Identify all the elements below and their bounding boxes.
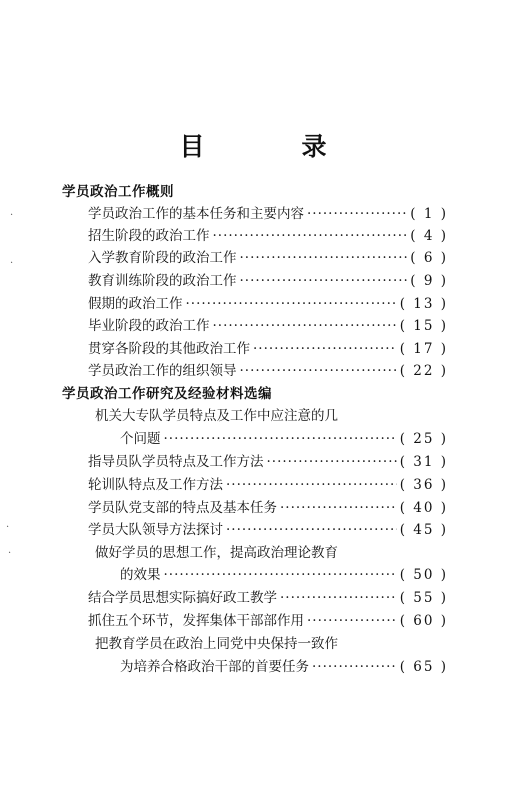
- leader-dots: [164, 567, 397, 583]
- leader-dots: [213, 318, 397, 334]
- entry-title: 轮训队特点及工作方法: [88, 477, 223, 493]
- entry-title: 贯穿各阶段的其他政治工作: [88, 341, 250, 357]
- toc-entry[interactable]: [88, 224, 448, 244]
- toc-entry[interactable]: [88, 269, 448, 289]
- entry-title-line1: 把教育学员在政治上同党中央保持一致作: [95, 636, 338, 652]
- page-number: ( 50 ): [399, 567, 448, 583]
- entry-title: 招生阶段的政治工作: [88, 228, 210, 244]
- leader-dots: [226, 477, 397, 493]
- page-number: ( 1 ): [410, 206, 448, 222]
- entry-title: 入学教育阶段的政治工作: [88, 250, 237, 266]
- page-number: ( 25 ): [399, 431, 448, 447]
- leader-dots: [307, 206, 407, 222]
- entry-title: 抓住五个环节，发挥集体干部部作用: [88, 613, 304, 629]
- toc-entry[interactable]: [88, 292, 448, 312]
- entry-title: 学员大队领导方法探讨: [88, 522, 223, 538]
- entry-title: 学员队党支部的特点及基本任务: [88, 500, 277, 516]
- entry-title: 假期的政治工作: [88, 296, 183, 312]
- entry-title: 学员政治工作的组织领导: [88, 363, 237, 379]
- entry-title: 学员政治工作的基本任务和主要内容: [88, 206, 304, 222]
- toc-entry[interactable]: [88, 337, 448, 357]
- toc-entry[interactable]: [88, 609, 448, 629]
- leader-dots: [240, 273, 408, 289]
- scan-speck: ·: [10, 210, 14, 221]
- entry-title: 个问题: [120, 431, 161, 447]
- leader-dots: [280, 500, 397, 516]
- page-number: ( 17 ): [399, 341, 448, 357]
- leader-dots: [280, 590, 397, 606]
- toc-entry[interactable]: [120, 563, 448, 583]
- entry-title-line1: 做好学员的思想工作，提高政治理论教育: [95, 545, 338, 561]
- leader-dots: [164, 431, 397, 447]
- toc-entry[interactable]: [88, 246, 448, 266]
- leader-dots: [186, 296, 397, 312]
- entry-title: 指导员队学员特点及工作方法: [88, 454, 264, 470]
- leader-dots: [312, 659, 397, 675]
- toc-entry[interactable]: [88, 314, 448, 334]
- page-number: ( 6 ): [410, 250, 448, 266]
- leader-dots: [240, 363, 397, 379]
- leader-dots: [226, 522, 397, 538]
- leader-dots: [307, 613, 397, 629]
- toc-entry[interactable]: [88, 202, 448, 222]
- toc-entry[interactable]: [88, 518, 448, 538]
- entry-title: 毕业阶段的政治工作: [88, 318, 210, 334]
- page-number: ( 36 ): [399, 477, 448, 493]
- toc-entry[interactable]: [88, 450, 448, 470]
- page-number: ( 45 ): [399, 522, 448, 538]
- leader-dots: [253, 341, 397, 357]
- section-heading-2: 学员政治工作研究及经验材料选编: [62, 386, 272, 402]
- toc-entry[interactable]: [120, 655, 448, 675]
- entry-title: 为培养合格政治干部的首要任务: [120, 659, 309, 675]
- page-number: ( 13 ): [399, 296, 448, 312]
- toc-entry[interactable]: [120, 427, 448, 447]
- page-number: ( 4 ): [410, 228, 448, 244]
- toc-entry[interactable]: [88, 473, 448, 493]
- entry-title: 的效果: [120, 567, 161, 583]
- toc-entry[interactable]: [88, 359, 448, 379]
- page-number: ( 31 ): [399, 454, 448, 470]
- scan-speck: ·: [6, 522, 10, 533]
- page-number: ( 65 ): [399, 659, 448, 675]
- section-heading-1: 学员政治工作概则: [62, 184, 174, 200]
- page-title: 目 录: [179, 132, 363, 161]
- scan-speck: ·: [8, 548, 12, 559]
- scan-speck: ·: [10, 258, 14, 269]
- toc-entry[interactable]: [88, 496, 448, 516]
- page-number: ( 40 ): [399, 500, 448, 516]
- leader-dots: [240, 250, 408, 266]
- page-number: ( 15 ): [399, 318, 448, 334]
- leader-dots: [213, 228, 408, 244]
- page-number: ( 22 ): [399, 363, 448, 379]
- page-number: ( 60 ): [399, 613, 448, 629]
- toc-entry[interactable]: [88, 586, 448, 606]
- page-number: ( 55 ): [399, 590, 448, 606]
- entry-title: 教育训练阶段的政治工作: [88, 273, 237, 289]
- entry-title-line1: 机关大专队学员特点及工作中应注意的几: [95, 408, 338, 424]
- page-number: ( 9 ): [410, 273, 448, 289]
- entry-title: 结合学员思想实际搞好政工教学: [88, 590, 277, 606]
- leader-dots: [267, 454, 397, 470]
